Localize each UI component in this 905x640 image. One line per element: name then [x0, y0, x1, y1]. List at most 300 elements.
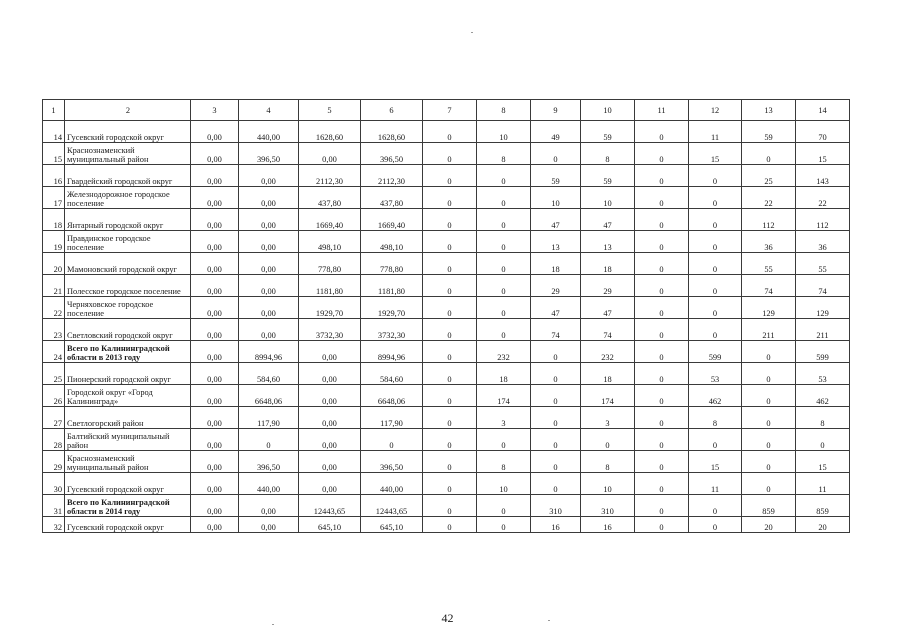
value-cell: 0,00 — [191, 341, 239, 363]
table-row — [43, 429, 850, 451]
table-row — [43, 451, 850, 473]
value-cell: 22 — [796, 187, 850, 209]
territory-name-cell: Всего по Калининградской области в 2013 году — [65, 341, 191, 363]
value-cell: 29 — [581, 275, 635, 297]
value-cell: 778,80 — [361, 253, 423, 275]
value-cell: 310 — [531, 495, 581, 517]
value-cell: 59 — [581, 121, 635, 143]
territory-name-cell: Балтийский муниципальный район — [65, 429, 191, 451]
value-cell: 0 — [742, 143, 796, 165]
value-cell: 0 — [423, 297, 477, 319]
value-cell: 117,90 — [239, 407, 299, 429]
column-number-cell: 4 — [239, 100, 299, 121]
value-cell: 20 — [796, 517, 850, 533]
value-cell: 0 — [635, 209, 689, 231]
row-number-cell: 20 — [43, 253, 65, 275]
value-cell: 174 — [581, 385, 635, 407]
value-cell: 10 — [581, 473, 635, 495]
value-cell: 15 — [796, 451, 850, 473]
value-cell: 0 — [423, 165, 477, 187]
column-number-cell: 11 — [635, 100, 689, 121]
value-cell: 0,00 — [191, 253, 239, 275]
value-cell: 2112,30 — [361, 165, 423, 187]
value-cell: 0,00 — [191, 187, 239, 209]
value-cell: 59 — [742, 121, 796, 143]
value-cell: 74 — [796, 275, 850, 297]
row-number-cell: 30 — [43, 473, 65, 495]
value-cell: 0,00 — [239, 517, 299, 533]
value-cell: 0,00 — [191, 319, 239, 341]
value-cell: 0,00 — [239, 253, 299, 275]
value-cell: 0 — [531, 473, 581, 495]
value-cell: 1628,60 — [361, 121, 423, 143]
value-cell: 310 — [581, 495, 635, 517]
value-cell: 0 — [423, 407, 477, 429]
value-cell: 1628,60 — [299, 121, 361, 143]
table-row — [43, 121, 850, 143]
territory-name-cell: Гусевский городской округ — [65, 121, 191, 143]
territory-name-cell: Гусевский городской округ — [65, 473, 191, 495]
value-cell: 174 — [477, 385, 531, 407]
value-cell: 0 — [423, 275, 477, 297]
value-cell: 0 — [477, 253, 531, 275]
value-cell: 437,80 — [361, 187, 423, 209]
value-cell: 0 — [635, 407, 689, 429]
value-cell: 0 — [477, 297, 531, 319]
value-cell: 0 — [531, 407, 581, 429]
value-cell: 0,00 — [299, 451, 361, 473]
value-cell: 0 — [361, 429, 423, 451]
table-row — [43, 275, 850, 297]
value-cell: 1929,70 — [361, 297, 423, 319]
row-number-cell: 32 — [43, 517, 65, 533]
value-cell: 0 — [423, 451, 477, 473]
value-cell: 0 — [635, 319, 689, 341]
value-cell: 0,00 — [299, 143, 361, 165]
value-cell: 0,00 — [239, 297, 299, 319]
value-cell: 232 — [477, 341, 531, 363]
value-cell: 0 — [635, 275, 689, 297]
value-cell: 0,00 — [191, 165, 239, 187]
value-cell: 0 — [635, 253, 689, 275]
value-cell: 8994,96 — [361, 341, 423, 363]
value-cell: 0,00 — [191, 517, 239, 533]
table-row — [43, 319, 850, 341]
value-cell: 0 — [635, 473, 689, 495]
row-number-cell: 14 — [43, 121, 65, 143]
value-cell: 3 — [477, 407, 531, 429]
value-cell: 0 — [423, 473, 477, 495]
value-cell: 0 — [635, 231, 689, 253]
value-cell: 0 — [423, 187, 477, 209]
value-cell: 0,00 — [299, 385, 361, 407]
value-cell: 12443,65 — [361, 495, 423, 517]
territory-name-cell: Светловский городской округ — [65, 319, 191, 341]
value-cell: 8 — [477, 143, 531, 165]
value-cell: 0 — [689, 231, 742, 253]
value-cell: 0,00 — [239, 187, 299, 209]
value-cell: 0,00 — [191, 121, 239, 143]
value-cell: 396,50 — [239, 143, 299, 165]
value-cell: 0 — [742, 341, 796, 363]
territory-name-cell: Краснознаменский муниципальный район — [65, 143, 191, 165]
value-cell: 0,00 — [299, 363, 361, 385]
value-cell: 0,00 — [299, 341, 361, 363]
value-cell: 47 — [581, 209, 635, 231]
value-cell: 0 — [581, 429, 635, 451]
value-cell: 437,80 — [299, 187, 361, 209]
value-cell: 0,00 — [191, 429, 239, 451]
value-cell: 59 — [531, 165, 581, 187]
row-number-cell: 27 — [43, 407, 65, 429]
value-cell: 0 — [531, 451, 581, 473]
value-cell: 18 — [531, 253, 581, 275]
value-cell: 0 — [477, 319, 531, 341]
value-cell: 396,50 — [239, 451, 299, 473]
value-cell: 0 — [423, 121, 477, 143]
value-cell: 10 — [477, 121, 531, 143]
value-cell: 0 — [689, 275, 742, 297]
value-cell: 0 — [635, 517, 689, 533]
value-cell: 11 — [689, 473, 742, 495]
value-cell: 599 — [796, 341, 850, 363]
table-row — [43, 473, 850, 495]
row-number-cell: 15 — [43, 143, 65, 165]
value-cell: 0 — [423, 319, 477, 341]
value-cell: 6648,06 — [361, 385, 423, 407]
table-row — [43, 385, 850, 407]
value-cell: 0 — [477, 429, 531, 451]
value-cell: 778,80 — [299, 253, 361, 275]
row-number-cell: 18 — [43, 209, 65, 231]
value-cell: 645,10 — [361, 517, 423, 533]
value-cell: 0 — [689, 165, 742, 187]
statistics-table — [42, 99, 850, 533]
value-cell: 143 — [796, 165, 850, 187]
value-cell: 0 — [742, 363, 796, 385]
value-cell: 29 — [531, 275, 581, 297]
column-number-cell: 6 — [361, 100, 423, 121]
value-cell: 462 — [689, 385, 742, 407]
value-cell: 0 — [531, 363, 581, 385]
value-cell: 2112,30 — [299, 165, 361, 187]
row-number-cell: 25 — [43, 363, 65, 385]
table-row — [43, 407, 850, 429]
row-number-cell: 23 — [43, 319, 65, 341]
table-body — [43, 100, 850, 533]
territory-name-cell: Черняховское городское поселение — [65, 297, 191, 319]
value-cell: 1669,40 — [361, 209, 423, 231]
value-cell: 0 — [689, 209, 742, 231]
territory-name-cell: Мамоновский городской округ — [65, 253, 191, 275]
value-cell: 440,00 — [239, 473, 299, 495]
value-cell: 112 — [796, 209, 850, 231]
value-cell: 0 — [742, 429, 796, 451]
value-cell: 0 — [423, 517, 477, 533]
value-cell: 0,00 — [239, 209, 299, 231]
value-cell: 18 — [581, 363, 635, 385]
value-cell: 3732,30 — [361, 319, 423, 341]
value-cell: 0 — [635, 363, 689, 385]
value-cell: 0,00 — [239, 495, 299, 517]
value-cell: 12443,65 — [299, 495, 361, 517]
value-cell: 0 — [796, 429, 850, 451]
value-cell: 16 — [531, 517, 581, 533]
value-cell: 15 — [796, 143, 850, 165]
value-cell: 129 — [796, 297, 850, 319]
column-number-cell: 3 — [191, 100, 239, 121]
value-cell: 0 — [531, 143, 581, 165]
value-cell: 0 — [689, 495, 742, 517]
value-cell: 0,00 — [191, 143, 239, 165]
column-number-cell: 5 — [299, 100, 361, 121]
column-number-cell: 9 — [531, 100, 581, 121]
territory-name-cell: Гвардейский городской округ — [65, 165, 191, 187]
value-cell: 70 — [796, 121, 850, 143]
value-cell: 74 — [742, 275, 796, 297]
value-cell: 47 — [531, 209, 581, 231]
value-cell: 0,00 — [239, 165, 299, 187]
row-number-cell: 28 — [43, 429, 65, 451]
value-cell: 0,00 — [191, 407, 239, 429]
row-number-cell: 22 — [43, 297, 65, 319]
table-row — [43, 517, 850, 533]
value-cell: 0 — [423, 209, 477, 231]
value-cell: 1181,80 — [361, 275, 423, 297]
value-cell: 10 — [581, 187, 635, 209]
page-number: 42 — [441, 611, 454, 625]
value-cell: 0,00 — [191, 297, 239, 319]
value-cell: 462 — [796, 385, 850, 407]
value-cell: 0 — [477, 275, 531, 297]
table-row — [43, 363, 850, 385]
value-cell: 0 — [635, 385, 689, 407]
row-number-cell: 26 — [43, 385, 65, 407]
value-cell: 0 — [477, 231, 531, 253]
row-number-cell: 31 — [43, 495, 65, 517]
value-cell: 0,00 — [191, 473, 239, 495]
value-cell: 11 — [796, 473, 850, 495]
row-number-cell: 29 — [43, 451, 65, 473]
value-cell: 0 — [689, 517, 742, 533]
value-cell: 13 — [531, 231, 581, 253]
value-cell: 0 — [635, 143, 689, 165]
value-cell: 117,90 — [361, 407, 423, 429]
value-cell: 859 — [796, 495, 850, 517]
table-row — [43, 297, 850, 319]
table-total-row — [43, 495, 850, 517]
value-cell: 18 — [581, 253, 635, 275]
value-cell: 498,10 — [299, 231, 361, 253]
value-cell: 0,00 — [239, 231, 299, 253]
value-cell: 0 — [423, 341, 477, 363]
value-cell: 0 — [742, 385, 796, 407]
value-cell: 112 — [742, 209, 796, 231]
value-cell: 498,10 — [361, 231, 423, 253]
territory-name-cell: Железнодорожное городское поселение — [65, 187, 191, 209]
value-cell: 36 — [796, 231, 850, 253]
value-cell: 74 — [581, 319, 635, 341]
territory-name-cell: Городской округ «Город Калининград» — [65, 385, 191, 407]
value-cell: 0 — [531, 341, 581, 363]
value-cell: 10 — [477, 473, 531, 495]
value-cell: 74 — [531, 319, 581, 341]
table-row — [43, 165, 850, 187]
value-cell: 0,00 — [299, 407, 361, 429]
value-cell: 3732,30 — [299, 319, 361, 341]
value-cell: 22 — [742, 187, 796, 209]
value-cell: 0 — [689, 187, 742, 209]
column-number-cell: 8 — [477, 100, 531, 121]
value-cell: 0 — [477, 517, 531, 533]
value-cell: 211 — [796, 319, 850, 341]
value-cell: 8 — [477, 451, 531, 473]
value-cell: 0 — [689, 297, 742, 319]
table-row — [43, 231, 850, 253]
territory-name-cell: Полесское городское поселение — [65, 275, 191, 297]
value-cell: 0 — [689, 253, 742, 275]
row-number-cell: 21 — [43, 275, 65, 297]
value-cell: 0,00 — [191, 385, 239, 407]
value-cell: 8 — [796, 407, 850, 429]
table-row — [43, 253, 850, 275]
value-cell: 0 — [742, 451, 796, 473]
value-cell: 20 — [742, 517, 796, 533]
column-number-cell: 13 — [742, 100, 796, 121]
value-cell: 0 — [635, 165, 689, 187]
table-row — [43, 209, 850, 231]
column-number-cell: 1 — [43, 100, 65, 121]
value-cell: 0 — [423, 253, 477, 275]
value-cell: 0,00 — [191, 209, 239, 231]
value-cell: 0 — [635, 451, 689, 473]
value-cell: 0 — [742, 473, 796, 495]
value-cell: 129 — [742, 297, 796, 319]
value-cell: 440,00 — [361, 473, 423, 495]
column-number-cell: 10 — [581, 100, 635, 121]
value-cell: 1181,80 — [299, 275, 361, 297]
territory-name-cell: Светлогорский район — [65, 407, 191, 429]
value-cell: 0 — [689, 319, 742, 341]
value-cell: 0 — [423, 143, 477, 165]
scan-speck — [471, 32, 473, 33]
value-cell: 0 — [423, 385, 477, 407]
table-total-row — [43, 341, 850, 363]
territory-name-cell: Всего по Калининградской области в 2014 году — [65, 495, 191, 517]
column-number-cell: 14 — [796, 100, 850, 121]
value-cell: 0 — [423, 363, 477, 385]
value-cell: 859 — [742, 495, 796, 517]
territory-name-cell: Краснознаменский муниципальный район — [65, 451, 191, 473]
value-cell: 6648,06 — [239, 385, 299, 407]
value-cell: 0 — [635, 121, 689, 143]
value-cell: 0 — [689, 429, 742, 451]
territory-name-cell: Правдинское городское поселение — [65, 231, 191, 253]
value-cell: 18 — [477, 363, 531, 385]
value-cell: 0 — [635, 495, 689, 517]
value-cell: 25 — [742, 165, 796, 187]
value-cell: 0 — [239, 429, 299, 451]
value-cell: 11 — [689, 121, 742, 143]
territory-name-cell: Янтарный городской округ — [65, 209, 191, 231]
row-number-cell: 24 — [43, 341, 65, 363]
value-cell: 396,50 — [361, 143, 423, 165]
value-cell: 440,00 — [239, 121, 299, 143]
column-number-cell: 12 — [689, 100, 742, 121]
row-number-cell: 16 — [43, 165, 65, 187]
value-cell: 0 — [477, 209, 531, 231]
value-cell: 0 — [423, 495, 477, 517]
value-cell: 584,60 — [239, 363, 299, 385]
value-cell: 0 — [635, 187, 689, 209]
table-row — [43, 187, 850, 209]
value-cell: 0,00 — [191, 495, 239, 517]
row-number-cell: 19 — [43, 231, 65, 253]
value-cell: 47 — [531, 297, 581, 319]
territory-name-cell: Пионерский городской округ — [65, 363, 191, 385]
table-row — [43, 143, 850, 165]
value-cell: 0,00 — [191, 451, 239, 473]
value-cell: 8 — [581, 143, 635, 165]
value-cell: 0,00 — [239, 275, 299, 297]
value-cell: 55 — [742, 253, 796, 275]
value-cell: 0 — [477, 187, 531, 209]
value-cell: 0 — [635, 429, 689, 451]
value-cell: 47 — [581, 297, 635, 319]
value-cell: 0,00 — [191, 275, 239, 297]
value-cell: 0 — [531, 429, 581, 451]
value-cell: 8994,96 — [239, 341, 299, 363]
value-cell: 0,00 — [299, 429, 361, 451]
column-number-cell: 7 — [423, 100, 477, 121]
value-cell: 0,00 — [191, 231, 239, 253]
value-cell: 0 — [635, 341, 689, 363]
value-cell: 13 — [581, 231, 635, 253]
value-cell: 396,50 — [361, 451, 423, 473]
value-cell: 0 — [423, 429, 477, 451]
value-cell: 10 — [531, 187, 581, 209]
value-cell: 53 — [689, 363, 742, 385]
value-cell: 15 — [689, 451, 742, 473]
value-cell: 0 — [423, 231, 477, 253]
value-cell: 0,00 — [239, 319, 299, 341]
value-cell: 1669,40 — [299, 209, 361, 231]
column-number-row — [43, 100, 850, 121]
value-cell: 49 — [531, 121, 581, 143]
value-cell: 3 — [581, 407, 635, 429]
value-cell: 16 — [581, 517, 635, 533]
column-number-cell: 2 — [65, 100, 191, 121]
value-cell: 584,60 — [361, 363, 423, 385]
value-cell: 0 — [477, 165, 531, 187]
value-cell: 0 — [531, 385, 581, 407]
value-cell: 55 — [796, 253, 850, 275]
value-cell: 36 — [742, 231, 796, 253]
value-cell: 232 — [581, 341, 635, 363]
value-cell: 8 — [581, 451, 635, 473]
statistics-table-container — [42, 99, 849, 533]
value-cell: 1929,70 — [299, 297, 361, 319]
value-cell: 0 — [477, 495, 531, 517]
value-cell: 8 — [689, 407, 742, 429]
value-cell: 53 — [796, 363, 850, 385]
value-cell: 15 — [689, 143, 742, 165]
value-cell: 0,00 — [299, 473, 361, 495]
value-cell: 599 — [689, 341, 742, 363]
value-cell: 0 — [742, 407, 796, 429]
territory-name-cell: Гусевский городской округ — [65, 517, 191, 533]
value-cell: 0,00 — [191, 363, 239, 385]
